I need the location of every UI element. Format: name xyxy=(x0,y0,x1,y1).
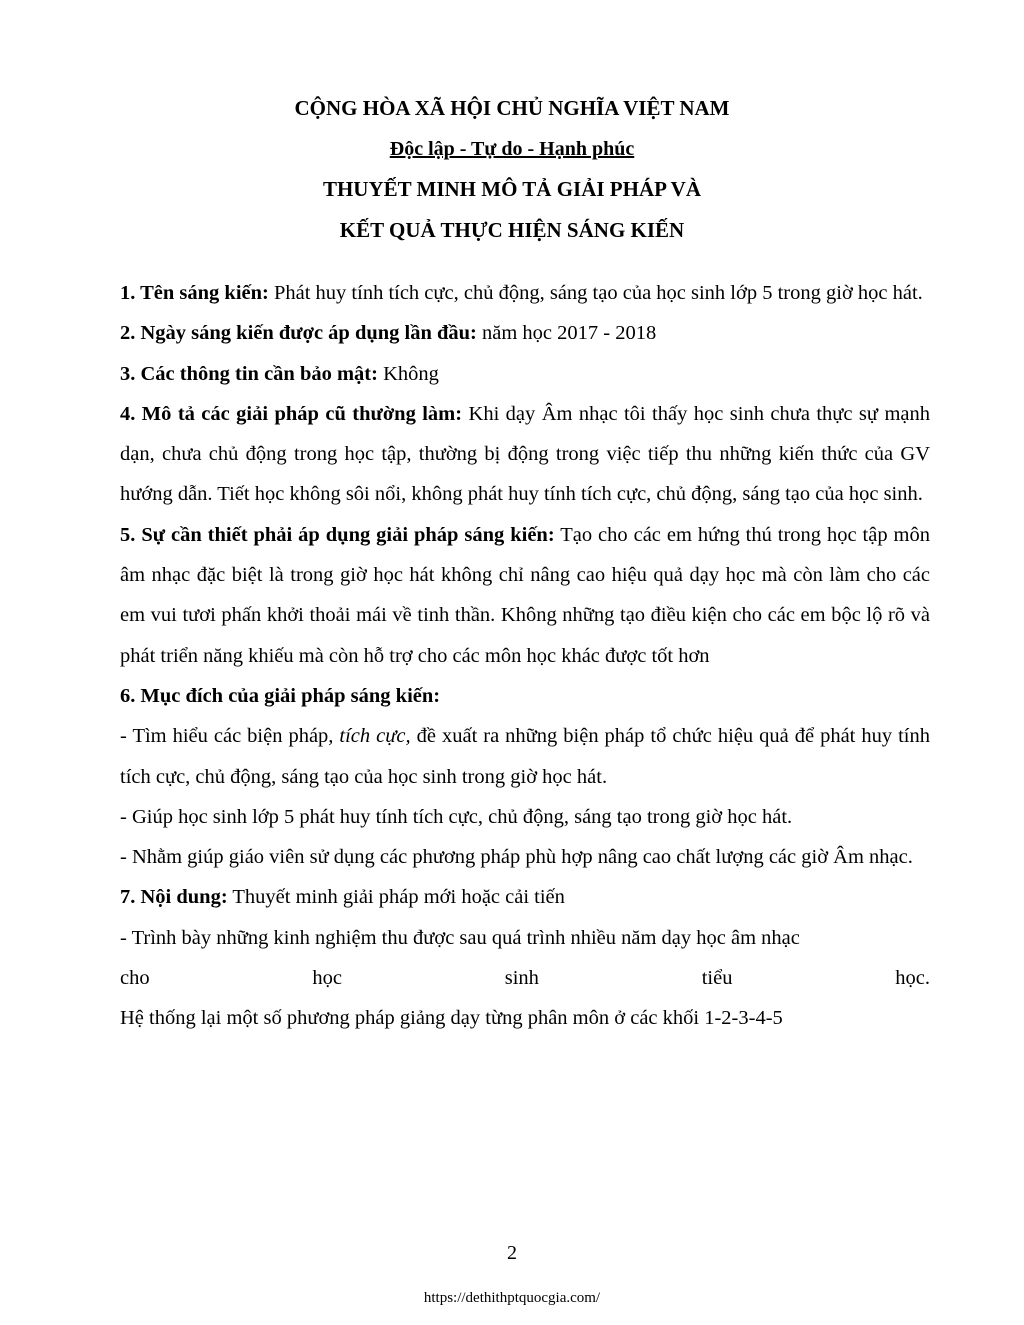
section-6-bullet-1-end: đề xuất ra những biện pháp tổ chức hiệu quả để phát huy tính tích cực, chủ động, sáng tạo của học sinh trong giờ học hát. xyxy=(120,725,930,788)
section-3-text: Không xyxy=(377,362,439,385)
section-3 xyxy=(120,354,930,394)
section-7-label: 7. Nội dung: xyxy=(120,886,228,909)
section-6-bullet-1-start: - Tìm hiểu các biện pháp xyxy=(120,725,329,748)
section-1 xyxy=(120,273,930,313)
section-2-label: 2. Ngày sáng kiến được áp dụng lần đầu: xyxy=(120,322,477,345)
document-title-line-2: KẾT QUẢ THỰC HIỆN SÁNG KIẾN xyxy=(339,218,685,242)
section-7-text: Thuyết minh giải pháp mới hoặc cải tiến xyxy=(227,886,565,909)
section-4-label: 4. Mô tả các giải pháp cũ thường làm: xyxy=(120,402,463,425)
country-heading: CỘNG HÒA XÃ HỘI CHỦ NGHĨA VIỆT NAM xyxy=(294,96,730,120)
motto-text: Độc lập - Tự do - Hạnh phúc xyxy=(389,138,635,160)
motto-heading xyxy=(0,135,1024,163)
section-5-label: 5. Sự cần thiết phải áp dụng giải pháp sáng kiến: xyxy=(120,523,555,546)
section-6-bullet-1-italic: , tích cực, xyxy=(328,725,411,748)
page-number: 2 xyxy=(507,1242,517,1264)
section-4-text: Khi dạy Âm nhạc tôi thấy học sinh chưa thực sự mạnh dạn, chưa chủ động trong học tập, thường bị động trong việc tiếp thu những kiến thức của GV hướng dẫn. Tiết học không sôi nổi, không phát huy tính tích cực, chủ động, sáng tạo của học sinh. xyxy=(120,402,930,506)
document-body xyxy=(120,273,930,1039)
section-7-bullet-1: - Trình bày những kinh nghiệm thu được sau quá trình nhiều năm dạy học âm nhạc xyxy=(120,926,800,949)
document-title-line-1: THUYẾT MINH MÔ TẢ GIẢI PHÁP VÀ xyxy=(322,177,702,201)
section-1-text: Phát huy tính tích cực, chủ động, sáng tạo của học sinh lớp 5 trong giờ học hát. xyxy=(268,282,923,304)
section-7-spread-line xyxy=(120,958,930,998)
spread-word: học xyxy=(312,967,342,990)
section-2 xyxy=(120,313,930,353)
section-7-bullet-2: Hệ thống lại một số phương pháp giảng dạy từng phân môn ở các khối 1-2-3-4-5 xyxy=(120,1007,783,1030)
section-1-label: 1. Tên sáng kiến: xyxy=(120,282,269,304)
section-5-text: Tạo cho các em hứng thú trong học tập môn âm nhạc đặc biệt là trong giờ học hát không chỉ nâng cao hiệu quả dạy học mà còn làm cho các em vui tươi phấn khởi thoải mái về tinh thần. Không những tạo điều kiện cho các em bộc lộ rõ và phát triển năng khiếu mà còn hỗ trợ cho các môn học khác được tốt hơn xyxy=(120,523,930,667)
section-7 xyxy=(120,877,930,917)
spread-word: học. xyxy=(895,967,930,990)
section-6-bullet-1 xyxy=(120,716,930,797)
section-6-label: 6. Mục đích của giải pháp sáng kiến: xyxy=(120,684,441,707)
spread-word: tiểu xyxy=(701,967,733,990)
section-2-text: năm học 2017 - 2018 xyxy=(476,322,657,345)
spread-word: cho xyxy=(120,967,150,990)
footer-url: https://dethithptquocgia.com/ xyxy=(423,1290,601,1306)
section-4 xyxy=(120,394,930,515)
section-6 xyxy=(120,676,930,716)
section-5 xyxy=(120,515,930,676)
section-6-bullet-2: - Giúp học sinh lớp 5 phát huy tính tích cực, chủ động, sáng tạo trong giờ học hát. xyxy=(120,805,793,828)
section-3-label: 3. Các thông tin cần bảo mật: xyxy=(120,362,378,385)
spread-word: sinh xyxy=(504,967,539,990)
section-6-bullet-3: - Nhằm giúp giáo viên sử dụng các phương pháp phù hợp nâng cao chất lượng các giờ Âm nhạc. xyxy=(120,846,913,869)
